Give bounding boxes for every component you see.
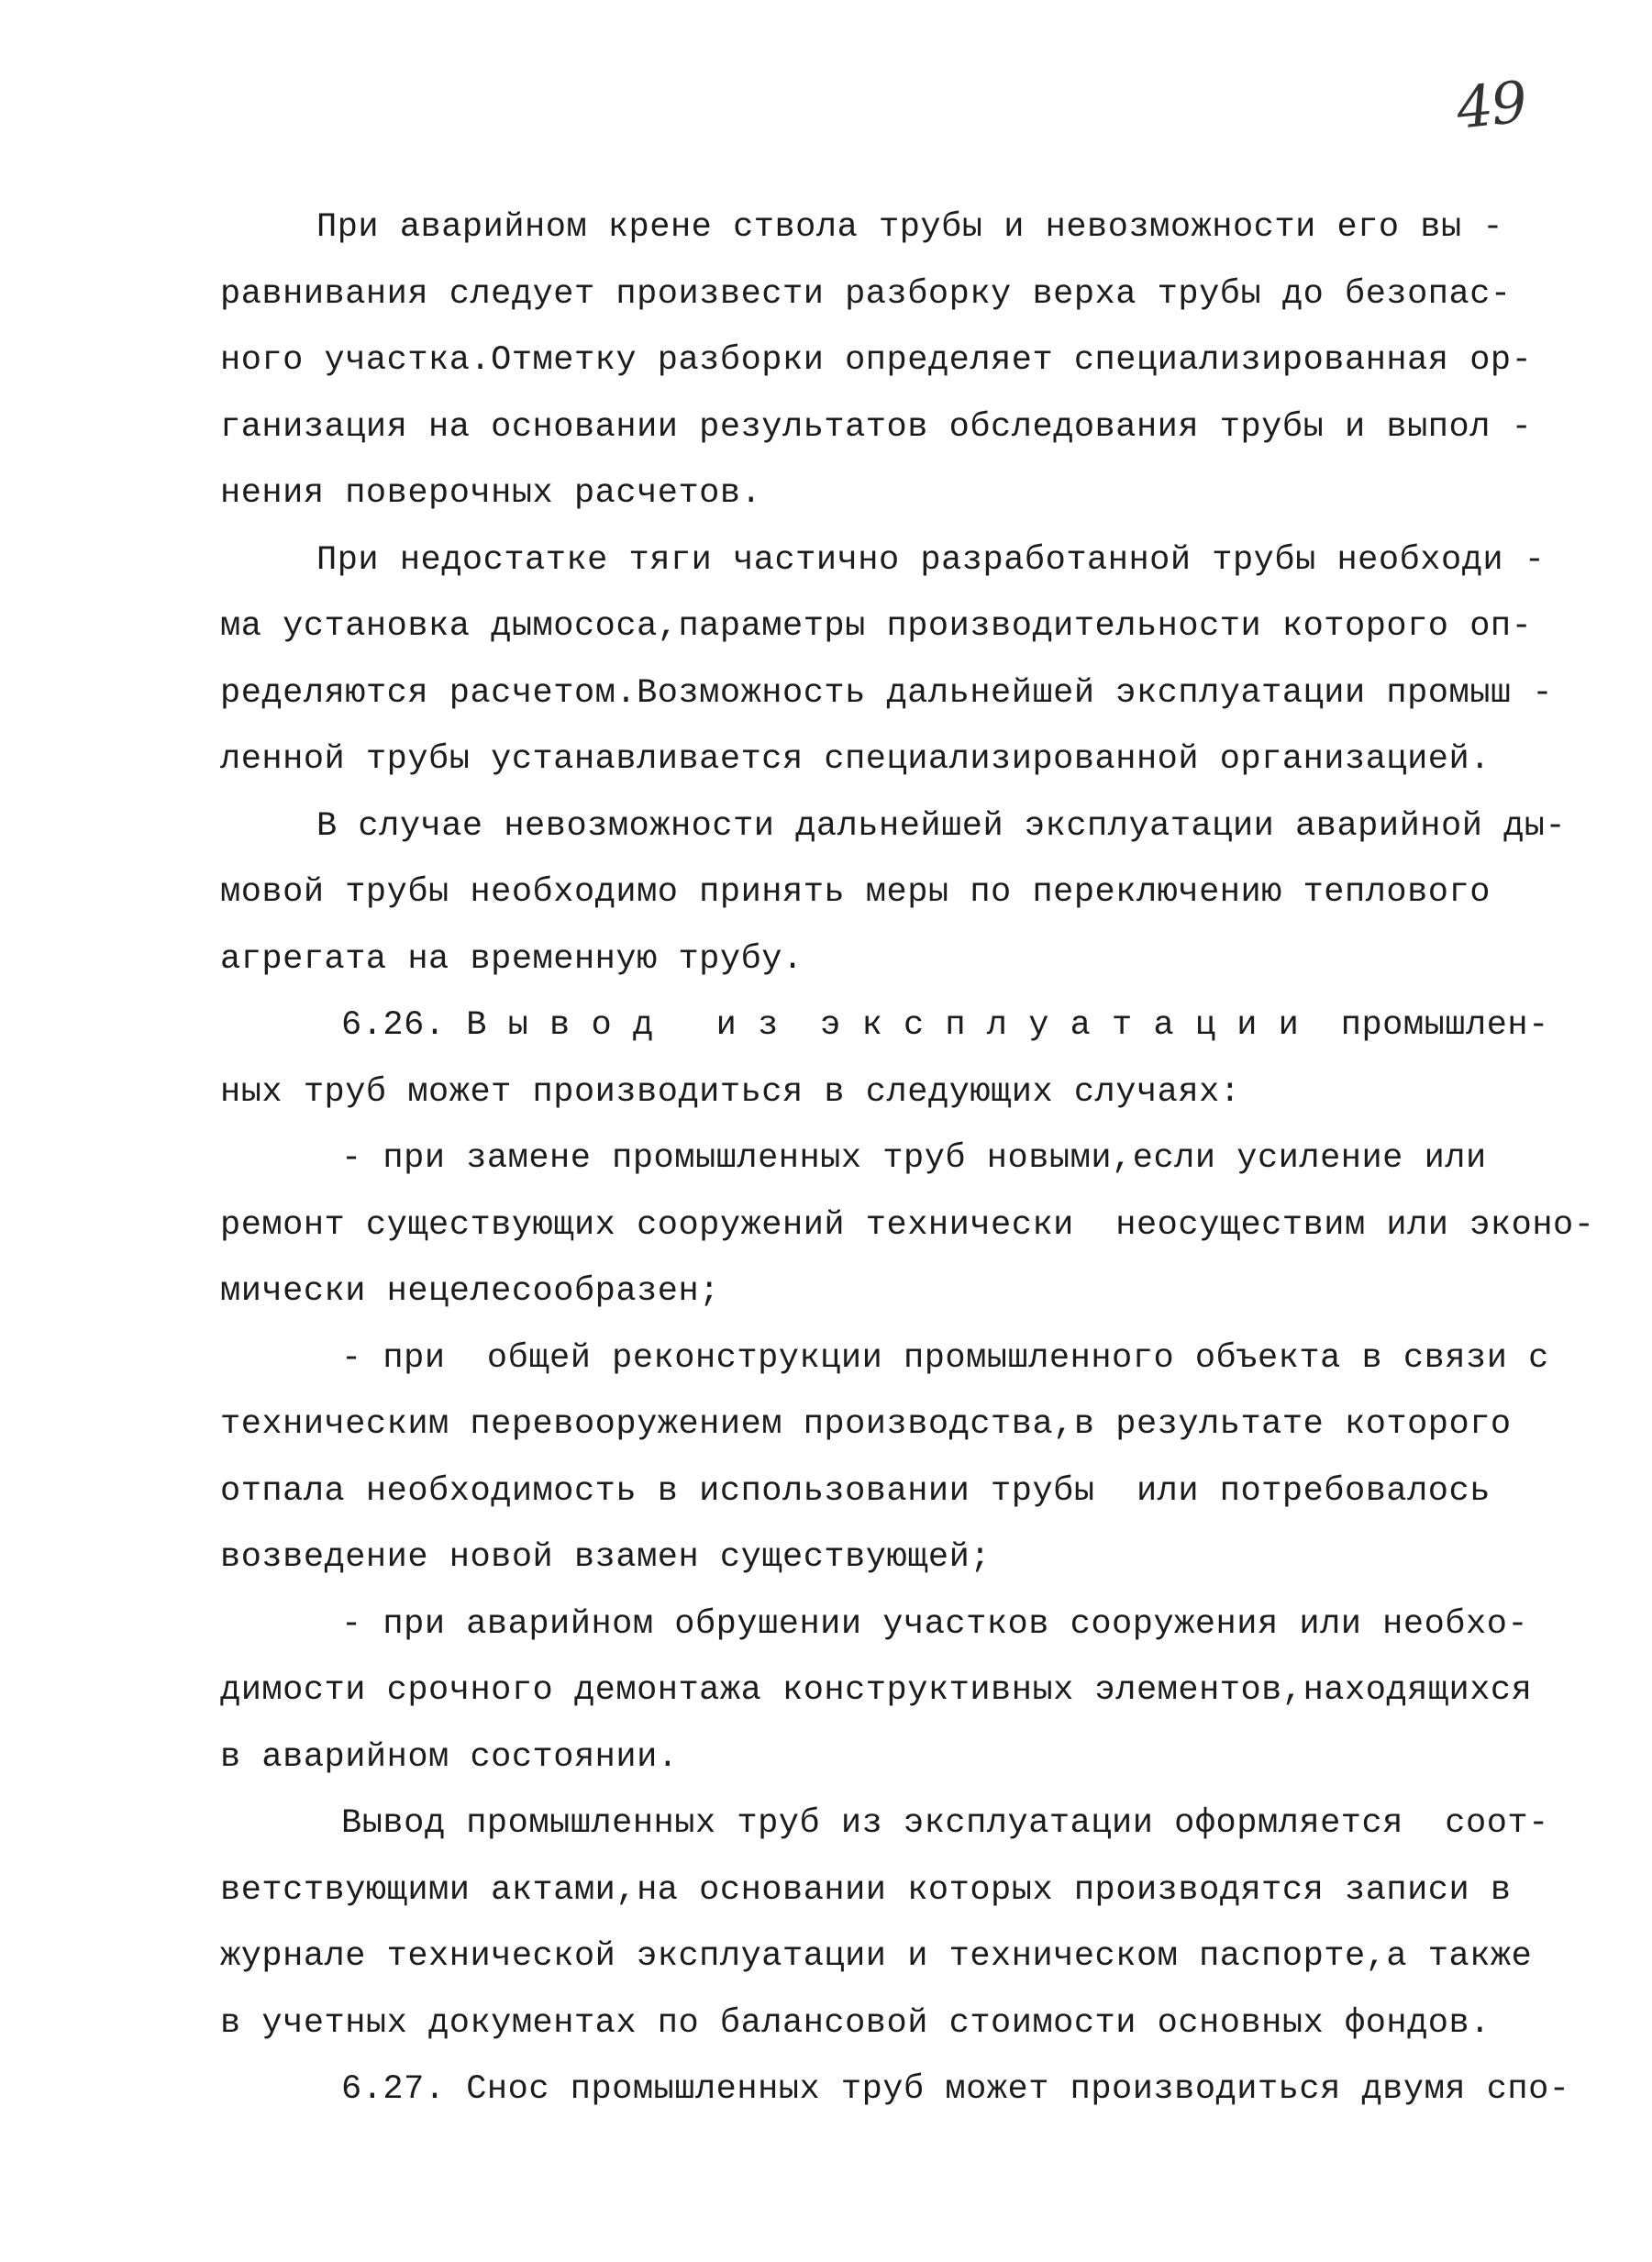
text-line: мовой трубы необходимо принять меры по переключению теплового bbox=[220, 873, 1491, 912]
text-line: димости срочного демонтажа конструктивных элементов,находящихся bbox=[220, 1671, 1533, 1710]
text-line: При аварийном крене ствола трубы и невозможности его вы - bbox=[316, 208, 1504, 247]
text-line: ма установка дымососа,параметры производительности которого оп- bbox=[220, 607, 1533, 646]
text-line: ленной трубы устанавливается специализированной организацией. bbox=[220, 740, 1491, 779]
text-line: возведение новой взамен существующей; bbox=[220, 1538, 992, 1577]
text-line: нения поверочных расчетов. bbox=[220, 474, 762, 513]
text-line: журнале технической эксплуатации и техническом паспорте,а также bbox=[220, 1937, 1533, 1976]
text-line: ганизация на основании результатов обследования трубы и выпол - bbox=[220, 408, 1533, 447]
page-number: 49 bbox=[1453, 68, 1529, 142]
text-line: отпала необходимость в использовании трубы или потребовалось bbox=[220, 1472, 1491, 1511]
text-line: в аварийном состоянии. bbox=[220, 1738, 679, 1777]
text-line: ного участка.Отметку разборки определяет специализированная ор- bbox=[220, 341, 1533, 380]
text-line: При недостатке тяги частично разработанной трубы необходи - bbox=[316, 541, 1546, 580]
text-line: в учетных документах по балансовой стоимости основных фондов. bbox=[220, 2004, 1491, 2043]
text-line: агрегата на временную трубу. bbox=[220, 940, 804, 979]
text-line: ределяются расчетом.Возможность дальнейшей эксплуатации промыш - bbox=[220, 674, 1554, 713]
section-heading-6-26: 6.26. В ы в о д и з э к с п л у а т а ц и и промышлен- bbox=[341, 1006, 1549, 1045]
list-item: - при замене промышленных труб новыми,если усиление или bbox=[341, 1139, 1487, 1178]
text-line: техническим перевооружением производства,в результате которого bbox=[220, 1405, 1512, 1444]
text-line: Вывод промышленных труб из эксплуатации оформляется соот- bbox=[341, 1804, 1549, 1843]
text-line: В случае невозможности дальнейшей эксплуатации аварийной ды- bbox=[316, 807, 1567, 846]
text-line: мически нецелесообразен; bbox=[220, 1272, 720, 1311]
list-item: - при общей реконструкции промышленного объекта в связи с bbox=[341, 1339, 1549, 1378]
text-line: ветствующими актами,на основании которых производятся записи в bbox=[220, 1871, 1512, 1910]
text-line: ремонт существующих сооружений технически неосуществим или эконо- bbox=[220, 1206, 1595, 1245]
text-line: равнивания следует произвести разборку верха трубы до безопас- bbox=[220, 275, 1512, 314]
text-line: ных труб может производиться в следующих случаях: bbox=[220, 1073, 1241, 1112]
list-item: - при аварийном обрушении участков сооружения или необхо- bbox=[341, 1605, 1529, 1644]
section-heading-6-27: 6.27. Снос промышленных труб может производиться двумя спо- bbox=[341, 2070, 1570, 2109]
